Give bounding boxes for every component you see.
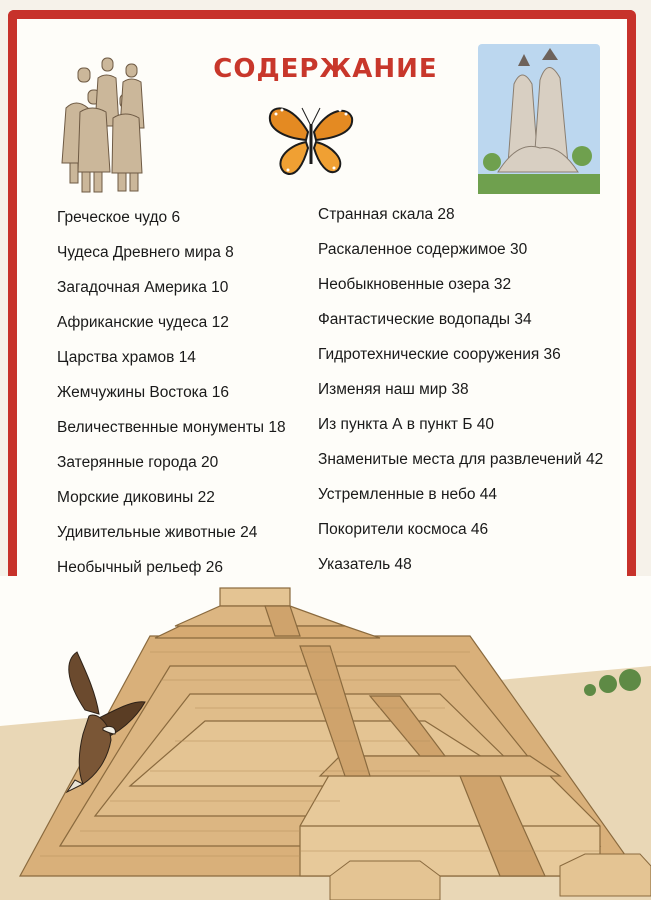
toc-item[interactable]: Указатель 48 [318,556,412,573]
toc-item[interactable]: Греческое чудо 6 [57,209,181,226]
toc-item[interactable]: Покорители космоса 46 [318,521,489,538]
toc-left-column [57,202,286,587]
toc-item[interactable]: Африканские чудеса 12 [57,314,229,331]
toc-item[interactable]: Изменяя наш мир 38 [318,381,469,398]
toc-item[interactable]: Фантастические водопады 34 [318,311,532,328]
eagle-icon [55,650,150,795]
toc-item[interactable]: Величественные монументы 18 [57,419,286,436]
monarch-butterfly-icon [262,102,358,182]
toc-item[interactable]: Необыкновенные озера 32 [318,276,512,293]
rock-formation-icon [478,44,600,194]
toc-item[interactable]: Удивительные животные 24 [57,524,258,541]
page-title: СОДЕРЖАНИЕ [213,54,438,84]
toc-item[interactable]: Из пункта А в пункт Б 40 [318,416,495,433]
toc-item[interactable]: Раскаленное содержимое 30 [318,241,528,258]
toc-item[interactable]: Чудеса Древнего мира 8 [57,244,234,261]
toc-item[interactable]: Морские диковины 22 [57,489,215,506]
toc-item[interactable]: Царства храмов 14 [57,349,196,366]
toc-item[interactable]: Устремленные в небо 44 [318,486,497,503]
toc-right-column [318,199,603,584]
toc-item[interactable]: Гидротехнические сооружения 36 [318,346,561,363]
toc-item[interactable]: Знаменитые места для развлечений 42 [318,451,604,468]
toc-item[interactable]: Затерянные города 20 [57,454,219,471]
toc-item[interactable]: Загадочная Америка 10 [57,279,229,296]
toc-item[interactable]: Необычный рельеф 26 [57,559,223,576]
toc-item[interactable]: Странная скала 28 [318,206,455,223]
terracotta-warriors-icon [58,48,158,198]
toc-item[interactable]: Жемчужины Востока 16 [57,384,229,401]
